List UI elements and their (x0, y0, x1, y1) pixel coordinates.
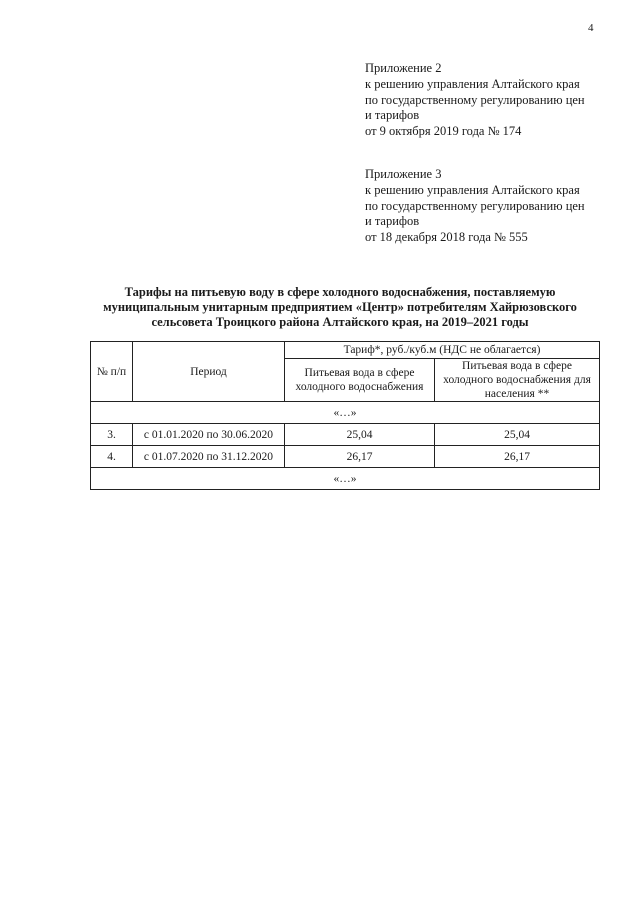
title-line: муниципальным унитарным предприятием «Центр» потребителям Хайрюзовского (103, 300, 577, 315)
page-number: 4 (588, 22, 594, 34)
header-number: № п/п (91, 342, 133, 402)
appendix-3-line: Приложение 3 (365, 167, 442, 181)
header-tariff-population: Питьевая вода в сфере холодного водоснабжения для населения ** (435, 359, 600, 402)
document-title (60, 285, 620, 331)
row-period: с 01.01.2020 по 30.06.2020 (133, 424, 285, 446)
header-period: Период (133, 342, 285, 402)
row-tariff-general: 25,04 (285, 424, 435, 446)
row-tariff-general: 26,17 (285, 446, 435, 468)
appendix-2-line: и тарифов (365, 108, 420, 123)
appendix-2-line: Приложение 2 (365, 61, 442, 75)
table-row (91, 424, 600, 446)
appendix-2-line: к решению управления Алтайского края (365, 76, 580, 91)
ellipsis-cell: «…» (91, 402, 600, 424)
appendix-2-header (365, 61, 625, 140)
appendix-3-line: по государственному регулированию цен (365, 198, 585, 213)
row-tariff-population: 25,04 (435, 424, 600, 446)
tariff-table (90, 341, 600, 490)
header-tariff-general: Питьевая вода в сфере холодного водоснабжения (285, 359, 435, 402)
ellipsis-cell: «…» (91, 468, 600, 490)
row-number: 4. (91, 446, 133, 468)
table-header-row (91, 342, 600, 359)
row-number: 3. (91, 424, 133, 446)
header-tariff-group: Тариф*, руб./куб.м (НДС не облагается) (285, 342, 600, 359)
table-row (91, 446, 600, 468)
appendix-2-line: по государственному регулированию цен (365, 92, 585, 107)
appendix-3-line: и тарифов (365, 214, 420, 229)
appendix-3-header (365, 167, 625, 246)
row-tariff-population: 26,17 (435, 446, 600, 468)
appendix-3-line: к решению управления Алтайского края (365, 182, 580, 197)
appendix-2-line: от 9 октября 2019 года № 174 (365, 124, 522, 139)
title-line: Тарифы на питьевую воду в сфере холодного водоснабжения, поставляемую (124, 285, 556, 299)
title-line: сельсовета Троицкого района Алтайского края, на 2019–2021 годы (151, 315, 529, 330)
table-row-ellipsis-top (91, 402, 600, 424)
appendix-3-line: от 18 декабря 2018 года № 555 (365, 230, 528, 245)
row-period: с 01.07.2020 по 31.12.2020 (133, 446, 285, 468)
table-row-ellipsis-bottom (91, 468, 600, 490)
